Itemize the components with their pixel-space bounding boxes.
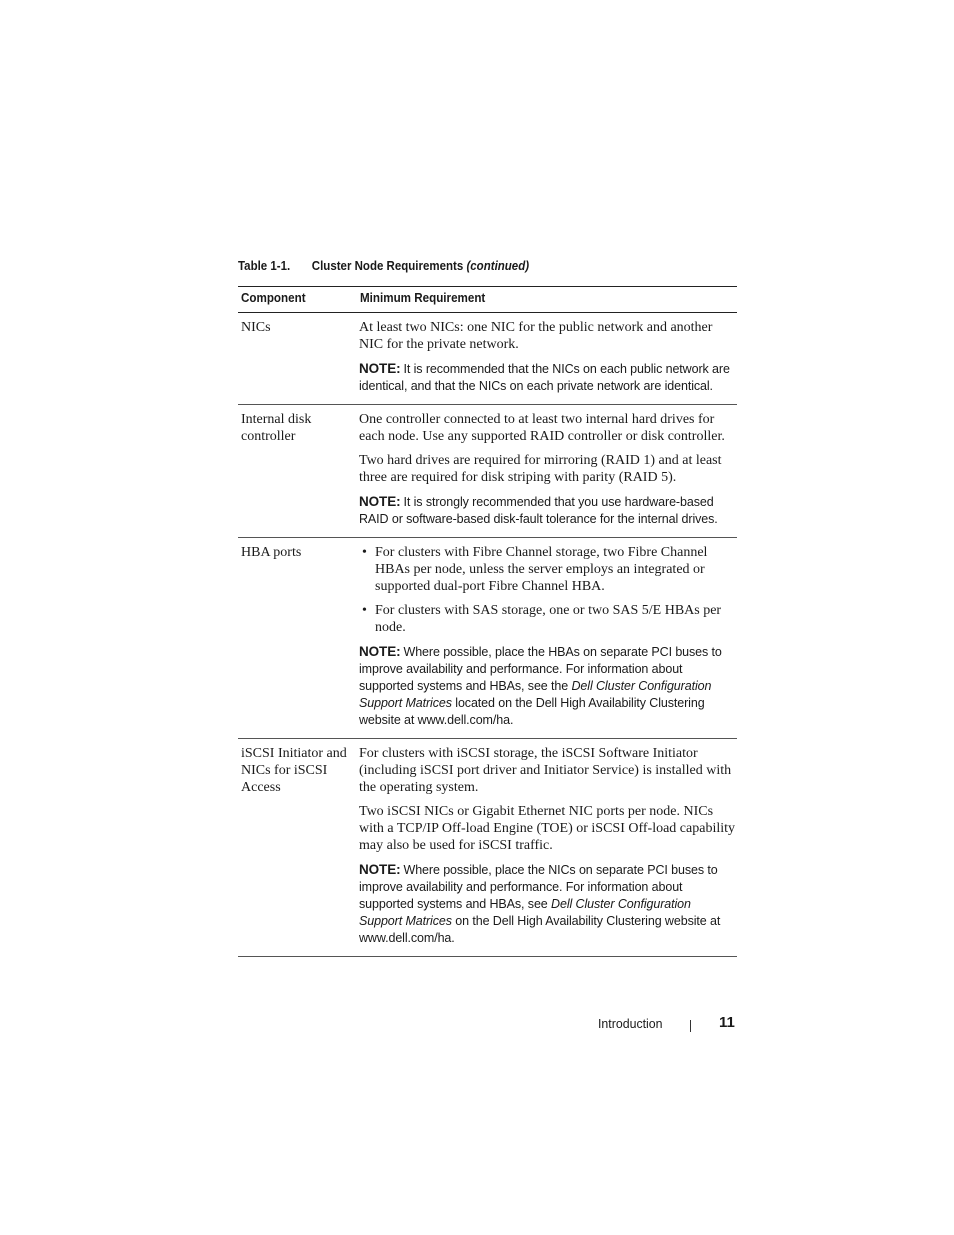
website-link[interactable]: www.dell.com/ha — [359, 931, 452, 945]
column-header-component: Component — [238, 287, 357, 313]
bullet-list — [359, 544, 737, 636]
note-label: NOTE: — [359, 494, 401, 509]
requirement-paragraph: Two hard drives are required for mirroring (RAID 1) and at least three are required for disk striping with parity (RAID 5). — [359, 453, 722, 485]
bullet-icon: • — [362, 545, 367, 560]
table-continued: (continued) — [466, 259, 530, 273]
note-text: It is recommended that the NICs on each public network are identical, and that the NICs on each private network are identical. — [359, 362, 730, 393]
requirements-table — [238, 286, 737, 957]
requirement-cell — [357, 405, 737, 538]
requirement-paragraph: At least two NICs: one NIC for the public network and another NIC for the private network. — [359, 320, 713, 352]
doc-title: Dell Cluster Configuration Support Matrices — [359, 897, 691, 928]
table-number: Table 1-1. — [238, 259, 291, 273]
note: NOTE: Where possible, place the NICs on separate PCI buses to improve availability and performance. For information about supported systems and HBAs, see Dell Cluster Configuration Support Matrices on the Dell High Availability Clustering website at www.dell.com/ha. — [359, 862, 721, 945]
table-row — [238, 405, 737, 538]
page-footer — [598, 1015, 738, 1035]
note — [359, 493, 737, 528]
table-row — [238, 313, 737, 405]
component-cell: iSCSI Initiator and NICs for iSCSI Access — [238, 739, 357, 957]
page-number: 11 — [719, 1014, 735, 1031]
table-row — [238, 739, 737, 957]
table-row — [238, 538, 737, 739]
requirement-paragraph: For clusters with iSCSI storage, the iSCSI Software Initiator (including iSCSI port driver and Initiator Service) is installed with the operating system. — [359, 746, 732, 795]
table-header-row — [238, 287, 737, 313]
doc-title: Dell Cluster Configuration Support Matrices — [359, 679, 712, 710]
component-cell: NICs — [238, 313, 357, 405]
bullet-icon: • — [362, 603, 367, 618]
component-cell: Internal disk controller — [238, 405, 357, 538]
note-text: It is strongly recommended that you use hardware-based RAID or software-based disk-fault tolerance for the internal drives. — [359, 495, 718, 526]
requirement-paragraph: Two iSCSI NICs or Gigabit Ethernet NIC ports per node. NICs with a TCP/IP Off-load Engine (TOE) or iSCSI Off-load capability may also be used for iSCSI traffic. — [359, 804, 736, 853]
requirement-cell — [357, 313, 737, 405]
list-item: • For clusters with Fibre Channel storage, two Fibre Channel HBAs per node, unless the server employs an integrated or supported dual-port Fibre Channel HBA. — [362, 545, 708, 594]
requirement-paragraph: One controller connected to at least two internal hard drives for each node. Use any supported RAID controller or disk controller. — [359, 412, 725, 444]
column-header-minimum-requirement: Minimum Requirement — [357, 287, 737, 313]
note — [359, 360, 737, 395]
website-link[interactable]: www.dell.com/ha — [417, 713, 510, 727]
table-caption — [238, 259, 529, 273]
section-name: Introduction — [598, 1016, 663, 1031]
requirement-cell — [357, 538, 737, 739]
note-label: NOTE: — [359, 644, 401, 659]
footer-divider — [690, 1020, 691, 1032]
component-cell: HBA ports — [238, 538, 357, 739]
note-label: NOTE: — [359, 361, 401, 376]
note-label: NOTE: — [359, 862, 401, 877]
list-item: • For clusters with SAS storage, one or two SAS 5/E HBAs per node. — [362, 603, 722, 635]
table-title: Cluster Node Requirements — [311, 259, 464, 273]
requirement-cell — [357, 739, 737, 957]
note: NOTE: Where possible, place the HBAs on separate PCI buses to improve availability and performance. For information about supported systems and HBAs, see the Dell Cluster Configuration Support Matrices located on the Dell High Availability Clustering website at www.dell.com/ha. — [359, 644, 722, 727]
